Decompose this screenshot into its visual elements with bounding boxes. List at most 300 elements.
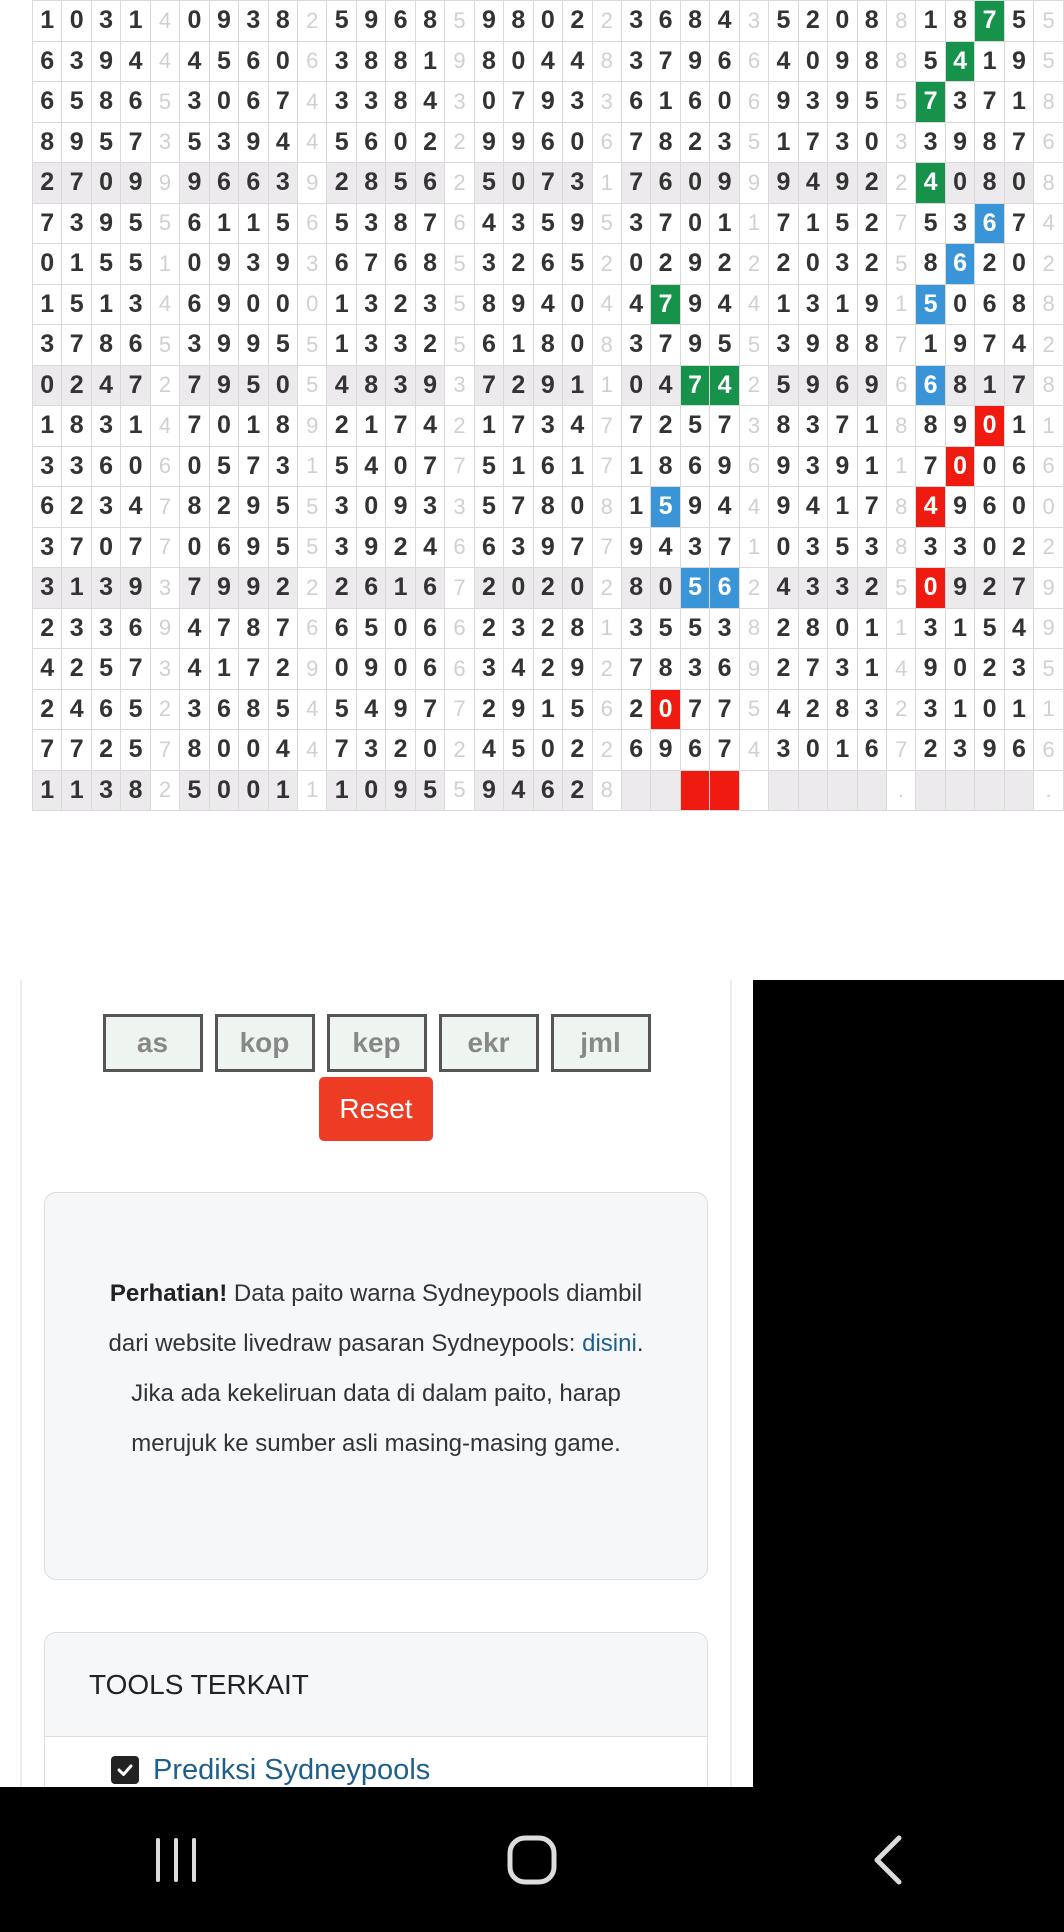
paito-digit-cell: 6	[239, 82, 268, 123]
paito-separator-cell: 3	[150, 122, 179, 163]
paito-digit-cell: 3	[504, 608, 533, 649]
paito-digit-cell: 4	[945, 41, 974, 82]
paito-digit-cell: 6	[209, 689, 238, 730]
paito-digit-cell: 3	[209, 122, 238, 163]
paito-digit-cell: 5	[121, 203, 150, 244]
paito-digit-cell: 5	[710, 325, 739, 366]
paito-digit-cell: 3	[356, 284, 385, 325]
paito-separator-cell: 5	[445, 244, 474, 285]
paito-digit-cell: 4	[769, 689, 798, 730]
paito-digit-cell: 5	[180, 770, 209, 811]
paito-digit-cell: 9	[769, 82, 798, 123]
paito-digit-cell: 7	[710, 406, 739, 447]
paito-digit-cell: 1	[1004, 406, 1033, 447]
paito-digit-cell: 0	[563, 487, 592, 528]
paito-digit-cell: 8	[828, 325, 857, 366]
paito-digit-cell: 4	[268, 122, 297, 163]
paito-digit-cell: 7	[710, 689, 739, 730]
filter-as-button[interactable]: as	[103, 1014, 203, 1072]
back-icon[interactable]	[827, 1800, 947, 1920]
paito-digit-cell: 1	[533, 689, 562, 730]
paito-digit-cell: 5	[268, 527, 297, 568]
paito-digit-cell: 3	[710, 122, 739, 163]
paito-digit-cell: 7	[828, 406, 857, 447]
paito-digit-cell: 7	[857, 487, 886, 528]
paito-digit-cell: 3	[62, 446, 91, 487]
paito-digit-cell: 2	[62, 365, 91, 406]
paito-digit-cell: 1	[62, 244, 91, 285]
paito-digit-cell: 6	[33, 82, 62, 123]
paito-digit-cell: 3	[62, 203, 91, 244]
paito-digit-cell: 7	[62, 325, 91, 366]
paito-row	[33, 730, 1064, 771]
paito-digit-cell: 2	[563, 1, 592, 42]
paito-separator-cell: 4	[298, 689, 327, 730]
paito-digit-cell: 9	[710, 163, 739, 204]
paito-separator-cell: 7	[886, 730, 915, 771]
paito-digit-cell: 4	[121, 41, 150, 82]
paito-separator-cell: 4	[739, 284, 768, 325]
paito-row	[33, 608, 1064, 649]
paito-digit-cell: 2	[209, 487, 238, 528]
paito-digit-cell: 9	[857, 284, 886, 325]
filter-kop-button[interactable]: kop	[215, 1014, 315, 1072]
paito-digit-cell: 9	[828, 163, 857, 204]
paito-digit-cell: 8	[121, 770, 150, 811]
paito-digit-cell: 4	[651, 365, 680, 406]
paito-digit-cell: 7	[415, 203, 444, 244]
paito-separator-cell: 6	[445, 203, 474, 244]
paito-separator-cell: 5	[298, 527, 327, 568]
paito-digit-cell: 7	[621, 406, 650, 447]
recent-apps-icon[interactable]	[117, 1800, 237, 1920]
paito-digit-cell: 5	[268, 203, 297, 244]
paito-digit-cell: 5	[474, 487, 503, 528]
paito-digit-cell: 0	[975, 527, 1004, 568]
paito-separator-cell: 5	[150, 82, 179, 123]
paito-separator-cell: 8	[1034, 365, 1064, 406]
paito-digit-cell: 1	[62, 770, 91, 811]
right-empty-area	[753, 980, 1064, 1787]
paito-separator-cell: 5	[1034, 1, 1064, 42]
paito-row	[33, 244, 1064, 285]
paito-digit-cell: 0	[769, 527, 798, 568]
paito-separator-cell: 7	[150, 730, 179, 771]
paito-digit-cell: 2	[386, 527, 415, 568]
paito-digit-cell: 2	[1004, 527, 1033, 568]
notice-text-2: . Jika ada kekeliruan data di dalam paito, harap merujuk ke sumber asli masing-masing game.	[131, 1330, 644, 1457]
paito-digit-cell: 4	[710, 1, 739, 42]
paito-digit-cell	[680, 770, 709, 811]
paito-digit-cell: 0	[798, 730, 827, 771]
paito-digit-cell: 2	[651, 244, 680, 285]
paito-row	[33, 284, 1064, 325]
paito-digit-cell: 7	[621, 649, 650, 690]
paito-separator-cell: 4	[150, 1, 179, 42]
paito-digit-cell: 3	[828, 244, 857, 285]
paito-digit-cell: 7	[33, 730, 62, 771]
paito-separator-cell: 7	[886, 203, 915, 244]
paito-digit-cell: 9	[710, 446, 739, 487]
paito-separator-cell: 2	[445, 406, 474, 447]
paito-digit-cell: 5	[327, 1, 356, 42]
paito-digit-cell: 2	[33, 689, 62, 730]
paito-separator-cell: 8	[592, 41, 621, 82]
paito-digit-cell: 3	[386, 365, 415, 406]
paito-digit-cell: 8	[356, 163, 385, 204]
paito-digit-cell: 3	[798, 406, 827, 447]
paito-digit-cell: 1	[33, 770, 62, 811]
paito-digit-cell: 7	[121, 527, 150, 568]
paito-digit-cell: 4	[1004, 325, 1033, 366]
paito-digit-cell: 3	[621, 325, 650, 366]
paito-digit-cell: 2	[327, 568, 356, 609]
paito-digit-cell: 3	[945, 730, 974, 771]
paito-digit-cell: 3	[504, 527, 533, 568]
paito-digit-cell: 3	[268, 446, 297, 487]
paito-digit-cell: 5	[209, 41, 238, 82]
paito-digit-cell: 5	[415, 770, 444, 811]
paito-separator-cell: 0	[298, 284, 327, 325]
paito-digit-cell: 2	[857, 163, 886, 204]
paito-digit-cell: 7	[798, 122, 827, 163]
paito-digit-cell: 8	[533, 325, 562, 366]
paito-digit-cell: 5	[1004, 1, 1033, 42]
paito-grid-scroll[interactable]	[32, 0, 1064, 980]
paito-digit-cell: 3	[621, 41, 650, 82]
paito-digit-cell: 0	[180, 1, 209, 42]
paito-digit-cell: 4	[356, 446, 385, 487]
paito-separator-cell: 1	[1034, 406, 1064, 447]
paito-digit-cell	[621, 770, 650, 811]
paito-separator-cell: 6	[445, 608, 474, 649]
paito-digit-cell: 3	[62, 41, 91, 82]
paito-row	[33, 325, 1064, 366]
paito-digit-cell: 8	[474, 41, 503, 82]
paito-digit-cell	[710, 770, 739, 811]
paito-digit-cell: 5	[91, 649, 120, 690]
paito-digit-cell: 3	[563, 163, 592, 204]
paito-separator-cell: 9	[298, 649, 327, 690]
paito-separator-cell: 6	[298, 203, 327, 244]
paito-digit-cell: 0	[386, 608, 415, 649]
paito-digit-cell: 4	[327, 365, 356, 406]
paito-separator-cell: 2	[150, 770, 179, 811]
paito-digit-cell: 9	[680, 284, 709, 325]
paito-digit-cell: 1	[828, 487, 857, 528]
paito-digit-cell: 2	[91, 730, 120, 771]
paito-digit-cell: 6	[474, 527, 503, 568]
paito-digit-cell: 3	[356, 203, 385, 244]
paito-separator-cell: 6	[739, 82, 768, 123]
paito-separator-cell: 7	[592, 406, 621, 447]
paito-digit-cell: 4	[563, 41, 592, 82]
paito-digit-cell: 5	[268, 689, 297, 730]
paito-digit-cell: 0	[356, 770, 385, 811]
paito-separator-cell: 2	[445, 730, 474, 771]
paito-digit-cell: 6	[91, 689, 120, 730]
paito-digit-cell: 3	[33, 325, 62, 366]
paito-digit-cell: 3	[91, 406, 120, 447]
paito-digit-cell: 5	[327, 203, 356, 244]
filter-kep-button[interactable]: kep	[327, 1014, 427, 1072]
paito-digit-cell: 3	[33, 446, 62, 487]
paito-digit-cell: 0	[680, 163, 709, 204]
paito-digit-cell: 6	[239, 41, 268, 82]
paito-separator-cell: 7	[592, 527, 621, 568]
paito-digit-cell: 0	[975, 406, 1004, 447]
paito-separator-cell: 9	[1034, 608, 1064, 649]
paito-digit-cell: 7	[916, 82, 945, 123]
paito-digit-cell: 5	[828, 203, 857, 244]
paito-separator-cell: 6	[445, 527, 474, 568]
paito-digit-cell: 2	[386, 730, 415, 771]
paito-digit-cell: 3	[33, 527, 62, 568]
paito-digit-cell: 1	[239, 203, 268, 244]
home-icon[interactable]	[472, 1800, 592, 1920]
paito-digit-cell: 7	[33, 203, 62, 244]
paito-digit-cell: 1	[857, 406, 886, 447]
paito-digit-cell: 1	[563, 365, 592, 406]
paito-digit-cell: 2	[268, 568, 297, 609]
paito-digit-cell: 3	[91, 770, 120, 811]
paito-row	[33, 203, 1064, 244]
paito-separator-cell: .	[886, 770, 915, 811]
paito-digit-cell: 7	[386, 406, 415, 447]
paito-separator-cell: 8	[1034, 163, 1064, 204]
paito-digit-cell: 3	[62, 608, 91, 649]
paito-digit-cell: 3	[945, 203, 974, 244]
paito-separator-cell: 2	[1034, 244, 1064, 285]
paito-digit-cell: 2	[798, 1, 827, 42]
paito-separator-cell: 1	[592, 365, 621, 406]
paito-digit-cell: 9	[945, 568, 974, 609]
paito-digit-cell: 7	[180, 568, 209, 609]
paito-digit-cell: 1	[945, 608, 974, 649]
paito-digit-cell: 8	[533, 487, 562, 528]
paito-digit-cell: 8	[769, 406, 798, 447]
paito-separator-cell: 4	[298, 82, 327, 123]
paito-digit-cell: 9	[239, 122, 268, 163]
paito-separator-cell: 8	[592, 770, 621, 811]
paito-digit-cell: 7	[356, 244, 385, 285]
paito-digit-cell: 8	[680, 1, 709, 42]
paito-digit-cell: 6	[209, 527, 238, 568]
paito-digit-cell: 1	[504, 325, 533, 366]
paito-digit-cell: 4	[504, 770, 533, 811]
paito-digit-cell: 9	[504, 689, 533, 730]
paito-digit-cell: 3	[356, 325, 385, 366]
paito-digit-cell: 5	[121, 689, 150, 730]
paito-digit-cell: 8	[33, 122, 62, 163]
paito-digit-cell: 8	[268, 406, 297, 447]
paito-digit-cell: 7	[1004, 203, 1033, 244]
paito-digit-cell: 4	[180, 649, 209, 690]
paito-digit-cell: 9	[621, 527, 650, 568]
paito-digit-cell: 6	[356, 122, 385, 163]
paito-digit-cell: 9	[680, 487, 709, 528]
paito-digit-cell: 2	[621, 689, 650, 730]
paito-separator-cell: 4	[739, 730, 768, 771]
paito-separator-cell: 2	[445, 163, 474, 204]
tools-item-label[interactable]: Prediksi Sydneypools	[153, 1753, 431, 1786]
paito-digit-cell: 3	[386, 325, 415, 366]
paito-digit-cell: 0	[327, 649, 356, 690]
paito-row	[33, 41, 1064, 82]
paito-digit-cell: 7	[62, 527, 91, 568]
paito-digit-cell: 6	[828, 365, 857, 406]
paito-digit-cell: 1	[828, 730, 857, 771]
paito-digit-cell: 9	[209, 1, 238, 42]
paito-digit-cell: 9	[209, 284, 238, 325]
paito-separator-cell: 5	[445, 1, 474, 42]
paito-separator-cell: 2	[298, 1, 327, 42]
paito-separator-cell: 6	[150, 446, 179, 487]
paito-digit-cell: 0	[1004, 163, 1033, 204]
paito-digit-cell: 8	[91, 325, 120, 366]
paito-digit-cell: 8	[798, 608, 827, 649]
paito-digit-cell: 2	[680, 122, 709, 163]
paito-digit-cell: 6	[474, 325, 503, 366]
paito-digit-cell: 3	[798, 446, 827, 487]
paito-separator-cell: 7	[445, 446, 474, 487]
paito-digit-cell: 3	[916, 608, 945, 649]
paito-digit-cell: 7	[621, 163, 650, 204]
paito-digit-cell: 5	[180, 122, 209, 163]
paito-digit-cell: 4	[916, 487, 945, 528]
paito-separator-cell: 4	[739, 487, 768, 528]
paito-digit-cell: 6	[621, 82, 650, 123]
paito-digit-cell: 1	[916, 1, 945, 42]
paito-digit-cell: 7	[651, 41, 680, 82]
paito-digit-cell: 7	[975, 82, 1004, 123]
paito-separator-cell: 2	[592, 730, 621, 771]
paito-separator-cell: 8	[592, 325, 621, 366]
paito-separator-cell: 6	[739, 41, 768, 82]
paito-digit-cell: 7	[975, 1, 1004, 42]
paito-digit-cell: 5	[651, 487, 680, 528]
paito-digit-cell: 2	[474, 568, 503, 609]
reset-button[interactable]: Reset	[319, 1077, 433, 1141]
paito-digit-cell: 6	[1004, 730, 1033, 771]
paito-digit-cell	[975, 770, 1004, 811]
paito-digit-cell: 5	[239, 365, 268, 406]
paito-digit-cell: 7	[916, 446, 945, 487]
paito-separator-cell: 5	[886, 568, 915, 609]
paito-digit-cell: 9	[504, 284, 533, 325]
paito-digit-cell: 9	[533, 365, 562, 406]
paito-digit-cell: 9	[209, 244, 238, 285]
paito-digit-cell: 1	[239, 406, 268, 447]
paito-digit-cell: 2	[533, 649, 562, 690]
paito-digit-cell: 8	[651, 122, 680, 163]
paito-digit-cell: 6	[180, 284, 209, 325]
paito-digit-cell: 6	[33, 487, 62, 528]
paito-digit-cell: 2	[327, 163, 356, 204]
paito-digit-cell: 9	[680, 244, 709, 285]
paito-digit-cell: 9	[945, 122, 974, 163]
paito-row	[33, 365, 1064, 406]
paito-digit-cell: 5	[268, 325, 297, 366]
paito-separator-cell: 2	[739, 568, 768, 609]
paito-digit-cell: 2	[474, 689, 503, 730]
paito-digit-cell: 1	[769, 284, 798, 325]
paito-separator-cell: 1	[886, 284, 915, 325]
paito-digit-cell: 2	[62, 649, 91, 690]
paito-digit-cell: 3	[916, 122, 945, 163]
paito-digit-cell: 5	[651, 608, 680, 649]
paito-digit-cell: 0	[504, 163, 533, 204]
paito-digit-cell: 9	[680, 41, 709, 82]
paito-digit-cell: 7	[769, 203, 798, 244]
paito-digit-cell: 6	[680, 446, 709, 487]
paito-digit-cell: 9	[769, 163, 798, 204]
paito-digit-cell: 7	[680, 689, 709, 730]
source-link[interactable]: disini	[582, 1330, 637, 1357]
paito-digit-cell: 2	[798, 689, 827, 730]
paito-digit-cell: 5	[533, 203, 562, 244]
paito-digit-cell: 0	[91, 527, 120, 568]
paito-digit-cell: 0	[239, 770, 268, 811]
paito-separator-cell: 3	[150, 568, 179, 609]
paito-digit-cell: 1	[474, 406, 503, 447]
paito-digit-cell: 2	[857, 203, 886, 244]
paito-separator-cell: 4	[298, 122, 327, 163]
paito-digit-cell: 9	[121, 163, 150, 204]
paito-digit-cell: 0	[209, 82, 238, 123]
filter-jml-button[interactable]: jml	[551, 1014, 651, 1072]
paito-digit-cell: 9	[239, 325, 268, 366]
paito-digit-cell: 2	[857, 244, 886, 285]
paito-digit-cell: 3	[533, 406, 562, 447]
paito-digit-cell: 4	[356, 689, 385, 730]
paito-digit-cell: 1	[1004, 82, 1033, 123]
paito-separator-cell: 8	[886, 406, 915, 447]
paito-digit-cell	[798, 770, 827, 811]
paito-digit-cell: 2	[975, 649, 1004, 690]
paito-row	[33, 122, 1064, 163]
paito-separator-cell: 7	[886, 325, 915, 366]
paito-separator-cell: 9	[298, 163, 327, 204]
paito-digit-cell: 6	[680, 730, 709, 771]
paito-separator-cell: 8	[886, 1, 915, 42]
paito-separator-cell: 8	[886, 41, 915, 82]
paito-digit-cell: 7	[268, 82, 297, 123]
paito-digit-cell: 0	[209, 406, 238, 447]
paito-digit-cell: 3	[621, 1, 650, 42]
paito-separator-cell: 1	[739, 203, 768, 244]
paito-digit-cell: 5	[769, 365, 798, 406]
paito-digit-cell: 8	[857, 325, 886, 366]
paito-separator-cell: 3	[739, 1, 768, 42]
paito-digit-cell: 3	[621, 608, 650, 649]
paito-digit-cell: 7	[209, 608, 238, 649]
paito-separator-cell: 4	[1034, 203, 1064, 244]
paito-digit-cell: 8	[268, 1, 297, 42]
paito-digit-cell: 0	[33, 244, 62, 285]
filter-ekr-button[interactable]: ekr	[439, 1014, 539, 1072]
paito-digit-cell: 4	[474, 730, 503, 771]
paito-digit-cell: 9	[769, 446, 798, 487]
paito-digit-cell: 1	[209, 203, 238, 244]
paito-digit-cell: 0	[1004, 487, 1033, 528]
paito-separator-cell: 9	[739, 649, 768, 690]
paito-separator-cell: 1	[592, 163, 621, 204]
paito-digit-cell: 1	[1004, 689, 1033, 730]
paito-separator-cell: 2	[886, 163, 915, 204]
paito-digit-cell: 4	[710, 365, 739, 406]
paito-digit-cell: 6	[533, 122, 562, 163]
